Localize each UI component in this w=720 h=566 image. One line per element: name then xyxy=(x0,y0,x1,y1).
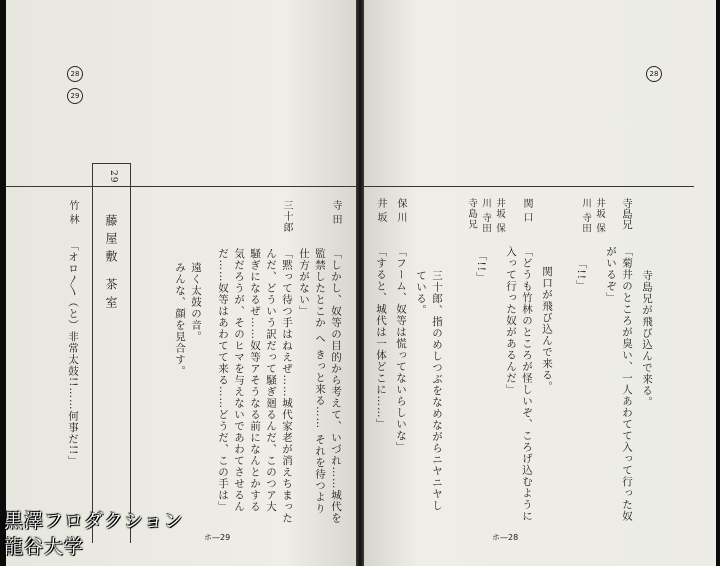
scene-marker-bottom: 29 xyxy=(67,88,83,104)
book-gutter xyxy=(356,0,364,566)
dialogue-line: 入って行った奴があるんだ」 xyxy=(505,246,517,396)
dialogue-line: 「黙って待つ手はねえぜ……城代家老が消えちまった xyxy=(281,248,293,524)
scene-rule xyxy=(6,186,356,187)
speaker: 関口 xyxy=(521,198,532,226)
speaker-group: 井坂 保川 寺田 xyxy=(580,198,605,234)
dialogue-line: 「オロ〳〵（と）非常太鼓!!……何事だ!!」 xyxy=(67,240,79,467)
stage-direction: 関口が飛び込んで来る。 xyxy=(541,266,553,393)
scene-marker-top: 28 xyxy=(67,66,83,82)
stage-direction: 遠く太鼓の音。 xyxy=(190,262,202,343)
stage-direction: ている。 xyxy=(415,270,427,316)
dialogue-line: 「しかし、奴等の目的から考えて、いづれ……城代を xyxy=(330,248,342,524)
stage-direction: みんな、顔を見合す。 xyxy=(174,262,186,377)
right-page xyxy=(364,0,716,566)
stage-direction: 三十郎、指のめしつぶをなめながらニヤニヤし xyxy=(431,270,443,512)
watermark-line-2: 龍谷大学 xyxy=(4,536,85,558)
dialogue-line: 「すると、城代は一体どこに……」 xyxy=(375,246,387,430)
stage-direction: 寺島兄が飛び込んで来る。 xyxy=(641,270,653,408)
scene-box-top xyxy=(92,163,130,164)
scene-number: 29 xyxy=(108,170,118,184)
speaker: 寺島兄 xyxy=(621,198,633,230)
dialogue-line: んだ、どういう訳だって騒ぎ廻るんだ、このつア大 xyxy=(265,248,277,513)
dialogue-line: だ……奴等はあわてて来る……どうだ、この手は」 xyxy=(217,248,229,513)
speaker: 寺田 xyxy=(330,200,341,228)
dialogue-line: 監禁したとこか へ きっと来る…… それを待つより xyxy=(314,248,326,515)
dialogue-line: 「!!」 xyxy=(575,258,587,292)
scene-box-right xyxy=(130,163,131,543)
page-label: ホ—28 xyxy=(492,533,519,542)
scene-heading: 藤屋敷 茶室 xyxy=(104,214,118,314)
page-label: ホ—29 xyxy=(204,533,231,542)
scene-marker: 28 xyxy=(646,66,662,82)
dialogue-line: がいるぞ」 xyxy=(605,246,617,304)
speaker: 三十郎 xyxy=(281,200,292,233)
dialogue-line: 「菊井のところが臭い、一人あわてて入って行った奴 xyxy=(621,246,633,522)
left-page xyxy=(6,0,356,566)
speaker-group: 井坂 保川 寺田 寺島兄 xyxy=(466,198,505,234)
dialogue-line: 仕方がない」 xyxy=(298,248,310,317)
scene-rule xyxy=(364,186,694,187)
speaker: 竹林 xyxy=(67,200,78,228)
dialogue-line: 「どうも竹林のところが怪しいぞ、ころげ込むように xyxy=(521,246,533,522)
scene-box-left xyxy=(92,163,93,543)
dialogue-line: 気だろうが、そのヒマを与えないであわてさせるん xyxy=(233,248,245,513)
speaker: 井坂 xyxy=(375,198,386,226)
dialogue-line: 「フーム、奴等は慌ってないらしいな」 xyxy=(395,246,407,453)
dialogue-line: 騒ぎになるぜ……奴等アそうなる前になんとかする xyxy=(249,248,261,513)
dialogue-line: 「!!」 xyxy=(475,250,487,284)
watermark-line-1: 黒澤フロダクション xyxy=(4,510,184,532)
speaker: 保川 xyxy=(395,198,406,226)
